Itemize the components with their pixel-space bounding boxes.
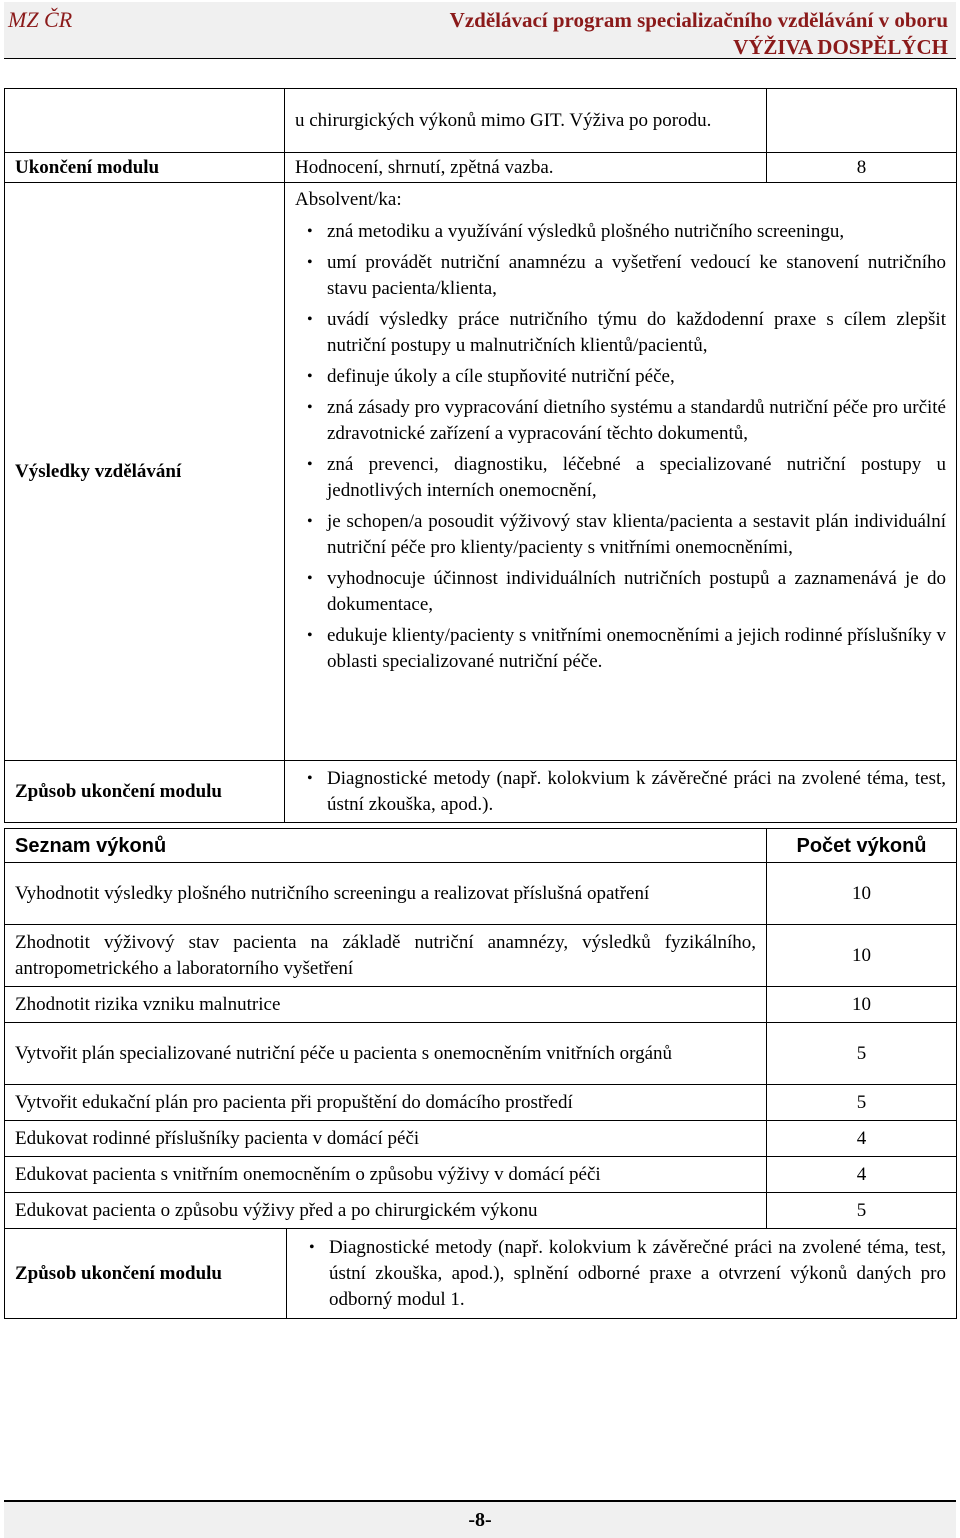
results-list (295, 219, 946, 675)
performance-row-count: 10 (767, 925, 957, 987)
performance-row-count: 5 (767, 1085, 957, 1121)
performance-row-text: Vyhodnotit výsledky plošného nutričního screeningu a realizovat příslušná opatření (5, 863, 767, 925)
list-header-right: Počet výkonů (767, 829, 957, 863)
performance-row-text: Vytvořit plán specializované nutriční péče u pacienta s onemocněním vnitřních orgánů (5, 1023, 767, 1085)
cont-text: u chirurgických výkonů mimo GIT. Výživa po porodu. (285, 89, 767, 153)
results-label: Výsledky vzdělávání (5, 183, 285, 761)
header-program-title (450, 7, 948, 61)
result-item: • zná zásady pro vypracování dietního systému a standardů nutriční péče pro určité zdravotnické zařízení a vypracování těchto dokumentů, (327, 395, 946, 447)
result-item: • zná metodiku a využívání výsledků plošného nutričního screeningu, (327, 219, 946, 245)
method-text: • Diagnostické metody (např. kolokvium k závěrečné práci na zvolené téma, test, ústní zkouška, apod.). (327, 766, 946, 818)
list-method-label: Způsob ukončení modulu (5, 1229, 287, 1319)
performance-row-count: 5 (767, 1193, 957, 1229)
list-header-left: Seznam výkonů (5, 829, 767, 863)
header-title-line2: VÝŽIVA DOSPĚLÝCH (733, 35, 948, 59)
performance-row-text: Edukovat rodinné příslušníky pacienta v domácí péči (5, 1121, 767, 1157)
result-item: • umí provádět nutriční anamnézu a vyšetření vedoucí ke stanovení nutričního stavu pacienta/klienta, (327, 250, 946, 302)
result-item: • zná prevenci, diagnostiku, léčebné a specializované nutriční postupy u jednotlivých interních onemocnění, (327, 452, 946, 504)
result-item: • vyhodnocuje účinnost individuálních nutričních postupů a zaznamenává je do dokumentace, (327, 566, 946, 618)
performance-row-count: 4 (767, 1157, 957, 1193)
performance-row-text: Zhodnotit rizika vzniku malnutrice (5, 987, 767, 1023)
performance-row-text: Edukovat pacienta s vnitřním onemocněním o způsobu výživy v domácí péči (5, 1157, 767, 1193)
page-number: -8- (4, 1500, 956, 1538)
end-text: Hodnocení, shrnutí, zpětná vazba. (285, 153, 767, 183)
page-header (4, 2, 956, 59)
end-value: 8 (767, 153, 957, 183)
performance-row-text: Edukovat pacienta o způsobu výživy před a po chirurgickém výkonu (5, 1193, 767, 1229)
list-method-cell (287, 1229, 957, 1319)
performance-row-text: Zhodnotit výživový stav pacienta na základě nutriční anamnézy, výsledků fyzikálního, antropometrického a laboratorního vyšetření (5, 925, 767, 987)
header-title-line1: Vzdělávací program specializačního vzdělávání v oboru (449, 8, 948, 32)
header-ministry: MZ ČR (8, 7, 73, 32)
method-list (295, 766, 946, 818)
performance-row-count: 10 (767, 987, 957, 1023)
list-method-text: • Diagnostické metody (např. kolokvium k závěrečné práci na zvolené téma, test, ústní zkouška, apod.), splnění odborné praxe a otvrzení výkonů daných pro odborný modul 1. (329, 1235, 946, 1313)
performance-row-count: 5 (767, 1023, 957, 1085)
result-item: • edukuje klienty/pacienty s vnitřními onemocněními a jejich rodinné příslušníky v oblasti specializované nutriční péče. (327, 623, 946, 675)
performance-table (4, 828, 957, 1319)
performance-row-count: 10 (767, 863, 957, 925)
method-cell (285, 761, 957, 823)
performance-row-count: 4 (767, 1121, 957, 1157)
results-cell (285, 183, 957, 761)
method-label: Způsob ukončení modulu (5, 761, 285, 823)
results-intro: Absolvent/ka: (295, 189, 402, 210)
result-item: • je schopen/a posoudit výživový stav klienta/pacienta a sestavit plán individuální nutriční péče pro klienty/pacienty s vnitřními onemocněními, (327, 509, 946, 561)
cont-value-cell (767, 89, 957, 153)
result-item: • uvádí výsledky práce nutričního týmu do každodenní praxe s cílem zlepšit nutriční postupy u malnutričních klientů/pacientů, (327, 307, 946, 359)
end-label: Ukončení modulu (5, 153, 285, 183)
result-item: • definuje úkoly a cíle stupňovité nutriční péče, (327, 364, 946, 390)
list-method-list (297, 1235, 946, 1313)
cont-label-cell (5, 89, 285, 153)
performance-row-text: Vytvořit edukační plán pro pacienta při propuštění do domácího prostředí (5, 1085, 767, 1121)
module-table (4, 88, 957, 823)
